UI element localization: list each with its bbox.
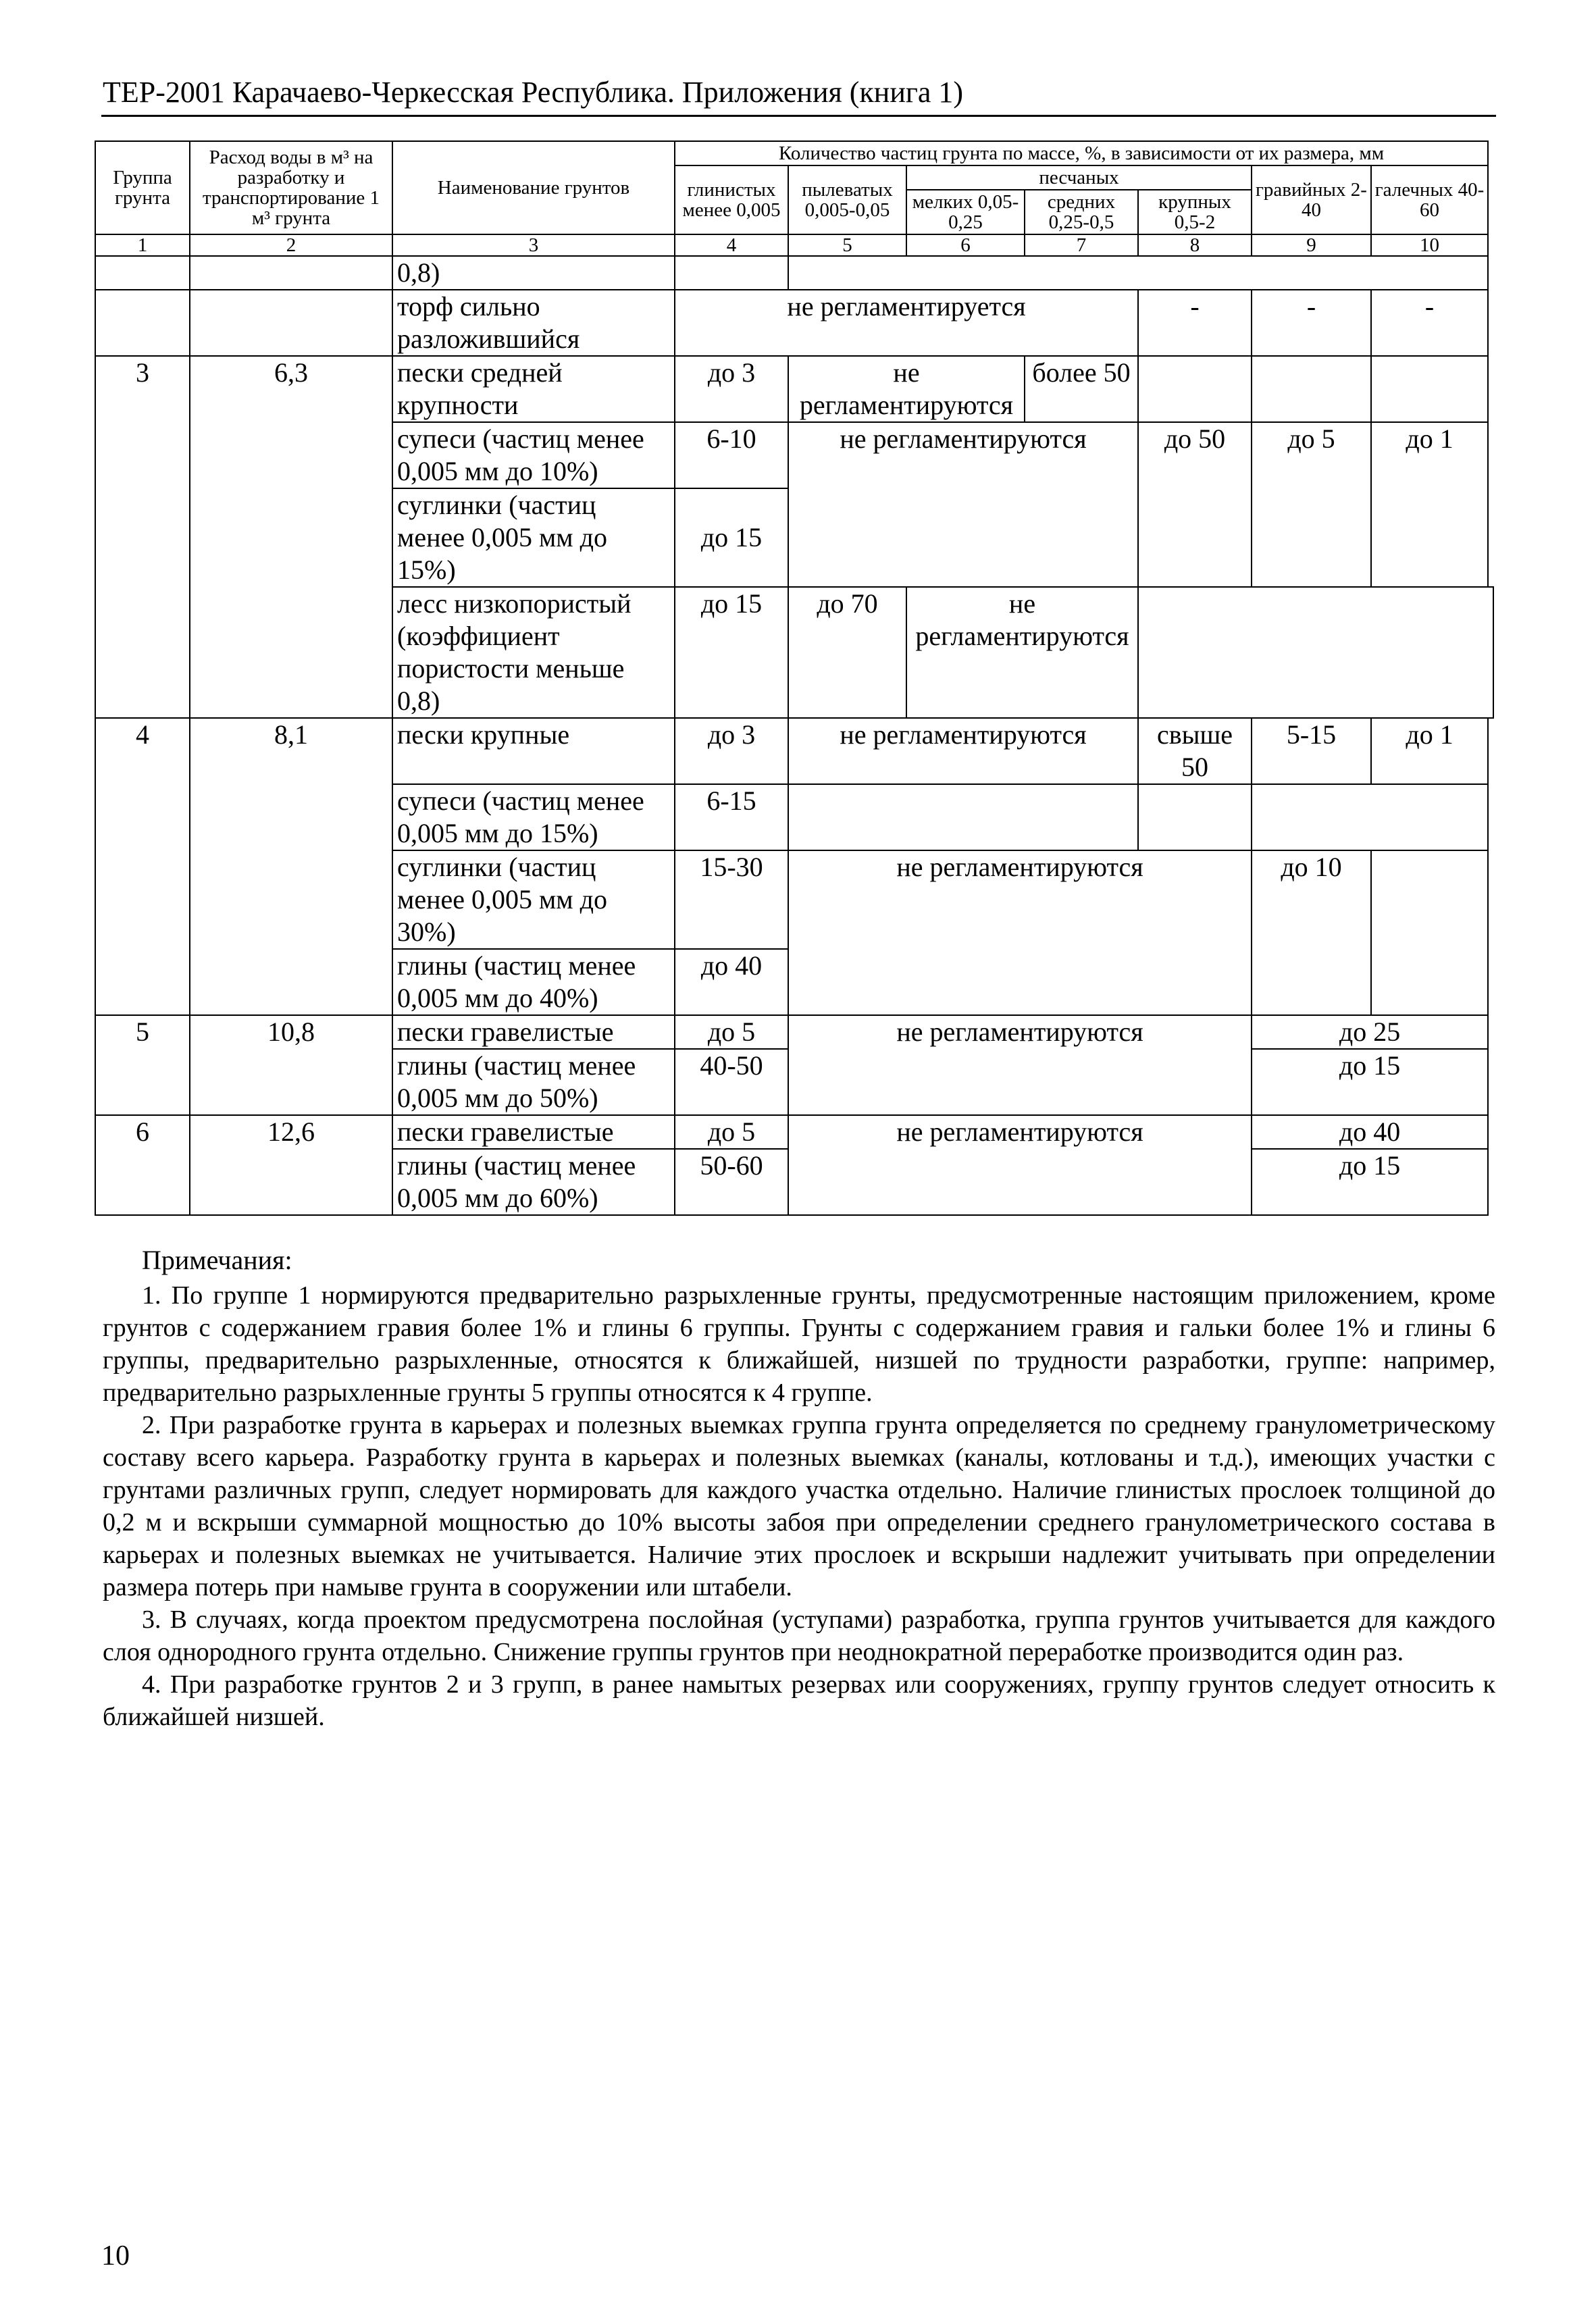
cell-value: до 70: [788, 587, 906, 718]
col-num: 10: [1371, 234, 1488, 256]
cell-value: до 5: [675, 1115, 788, 1149]
span-value: не регламентируются: [788, 1015, 1252, 1115]
span-value: не регламентируются: [906, 587, 1138, 718]
group-number: 3: [95, 356, 190, 718]
group-number: 5: [95, 1015, 190, 1115]
span-value: до 25: [1252, 1015, 1488, 1049]
span-value: до 40: [1252, 1115, 1488, 1149]
span-value: до 15: [1252, 1049, 1488, 1115]
water-consumption: 10,8: [190, 1015, 392, 1115]
cell-value: 15-30: [675, 850, 788, 949]
col-num: 2: [190, 234, 392, 256]
water-consumption: 6,3: [190, 356, 392, 718]
header-fine: мелких 0,05-0,25: [906, 190, 1025, 234]
note-paragraph: 3. В случаях, когда проектом предусмотрена послойная (уступами) разработка, группа грунтов учитывается для каждого слоя однородного грунта отдельно. Снижение группы грунтов при неоднократной переработке производится один раз.: [103, 1605, 1495, 1666]
col-num: 9: [1252, 234, 1371, 256]
table-row: [95, 718, 1493, 784]
col-num: 5: [788, 234, 906, 256]
soil-name: глины (частиц менее 0,005 мм до 40%): [392, 949, 675, 1015]
header-sand: песчаных: [906, 165, 1252, 190]
soil-name: супеси (частиц менее 0,005 мм до 15%): [392, 784, 675, 850]
cell-value: до 5: [675, 1015, 788, 1049]
cell-value: до 5: [1252, 422, 1371, 587]
cell-value: до 3: [675, 356, 788, 422]
cell-value: -: [1371, 290, 1488, 356]
span-value: не регламентируются: [788, 356, 1025, 422]
soil-name: пески гравелистые: [392, 1015, 675, 1049]
column-number-row: [95, 234, 1493, 256]
col-num: 3: [392, 234, 675, 256]
notes-title: Примечания:: [142, 1245, 292, 1275]
cell-value: 5-15: [1252, 718, 1371, 784]
cell-value: до 40: [675, 949, 788, 1015]
note-paragraph: 4. При разработке грунтов 2 и 3 групп, в ранее намытых резервах или сооружениях, группу грунтов следует относить к ближайшей низшей.: [103, 1670, 1495, 1731]
note-paragraph: 2. При разработке грунта в карьерах и полезных выемках группа грунта определяется по среднему гранулометрическому составу всего карьера. Разработку грунта в карьерах и полезных выемках (каналы, котлованы и т.д.), имеющих участки с грунтами различных групп, следует нормировать для каждого участка отдельно. Наличие глинистых прослоек толщиной до 0,2 м и вскрыши суммарной мощностью до 10% высоты забоя при определении среднего гранулометрического состава в карьерах и полезных выемках не учитывается. Наличие этих прослоек и вскрыши надлежит учитывать при определении размера потерь при намыве грунта в сооружении или штабели.: [103, 1411, 1495, 1601]
cell-value: до 50: [1138, 422, 1252, 587]
soil-name: торф сильно разложившийся: [392, 290, 675, 356]
cell-value: 50-60: [675, 1149, 788, 1215]
cell-value: -: [1138, 290, 1252, 356]
soil-name: 0,8): [392, 256, 675, 290]
col-num: 6: [906, 234, 1025, 256]
cell-value: до 15: [675, 488, 788, 587]
cell-value: до 3: [675, 718, 788, 784]
span-value: не регламентируется: [675, 290, 1138, 356]
span-value: не регламентируются: [788, 718, 1138, 784]
header-coarse: крупных 0,5-2: [1138, 190, 1252, 234]
header-rule: [101, 115, 1496, 117]
header-water: Расход воды в м³ на разработку и транспортирование 1 м³ грунта: [190, 141, 392, 234]
span-value: не регламентируются: [788, 1115, 1252, 1215]
table-row: [95, 256, 1493, 290]
soil-name: суглинки (частиц менее 0,005 мм до 30%): [392, 850, 675, 949]
cell-value: свыше 50: [1138, 718, 1252, 784]
header-medium: средних 0,25-0,5: [1025, 190, 1138, 234]
cell-value: 6-15: [675, 784, 788, 850]
cell-value: до 10: [1252, 850, 1371, 1015]
span-value: не регламентируются: [788, 422, 1138, 587]
soil-name: глины (частиц менее 0,005 мм до 50%): [392, 1049, 675, 1115]
page-header: ТЕР-2001 Карачаево-Черкесская Республика. Приложения (книга 1): [103, 76, 964, 109]
soil-name: пески гравелистые: [392, 1115, 675, 1149]
cell-value: до 15: [675, 587, 788, 718]
col-num: 1: [95, 234, 190, 256]
table-header-row: [95, 141, 1493, 165]
group-number: 6: [95, 1115, 190, 1215]
col-num: 7: [1025, 234, 1138, 256]
page-number: 10: [101, 2240, 130, 2271]
col-num: 4: [675, 234, 788, 256]
header-clay: глинистых менее 0,005: [675, 165, 788, 234]
cell-value: до 1: [1371, 718, 1488, 784]
header-pebble: галечных 40-60: [1371, 165, 1488, 234]
header-name: Наименование грунтов: [392, 141, 675, 234]
cell-value: -: [1252, 290, 1371, 356]
soil-name: глины (частиц менее 0,005 мм до 60%): [392, 1149, 675, 1215]
soil-name: пески средней крупности: [392, 356, 675, 422]
water-consumption: 12,6: [190, 1115, 392, 1215]
cell-value: 6-10: [675, 422, 788, 488]
header-group: Группа грунта: [95, 141, 190, 234]
water-consumption: 8,1: [190, 718, 392, 1015]
cell-value: 40-50: [675, 1049, 788, 1115]
span-value: не регламентируются: [788, 850, 1252, 1015]
header-dust: пылеватых 0,005-0,05: [788, 165, 906, 234]
col-num: 8: [1138, 234, 1252, 256]
cell-value: более 50: [1025, 356, 1138, 422]
table-row: [95, 1015, 1493, 1049]
header-gravel: гравийных 2-40: [1252, 165, 1371, 234]
span-value: до 15: [1252, 1149, 1488, 1215]
notes-block: [103, 1279, 1495, 1733]
note-paragraph: 1. По группе 1 нормируются предварительно разрыхленные грунты, предусмотренные настоящим приложением, кроме грунтов с содержанием гравия более 1% и глины 6 группы. Грунты с содержанием гравия и гальки более 1% и глины 6 группы, предварительно разрыхленные, относятся к ближайшей, низшей по трудности разработки, группе: например, предварительно разрыхленные грунты 5 группы относятся к 4 группе.: [103, 1281, 1495, 1407]
soil-name: пески крупные: [392, 718, 675, 784]
table-row: [95, 356, 1493, 422]
table-row: [95, 290, 1493, 356]
group-number: 4: [95, 718, 190, 1015]
soil-name: супеси (частиц менее 0,005 мм до 10%): [392, 422, 675, 488]
soil-name: лесс низкопористый (коэффициент пористости меньше 0,8): [392, 587, 675, 718]
soil-name: суглинки (частиц менее 0,005 мм до 15%): [392, 488, 675, 587]
soil-groups-table: [95, 140, 1494, 1216]
header-particles: Количество частиц грунта по массе, %, в зависимости от их размера, мм: [675, 141, 1488, 165]
table-row: [95, 1115, 1493, 1149]
cell-value: до 1: [1371, 422, 1488, 587]
